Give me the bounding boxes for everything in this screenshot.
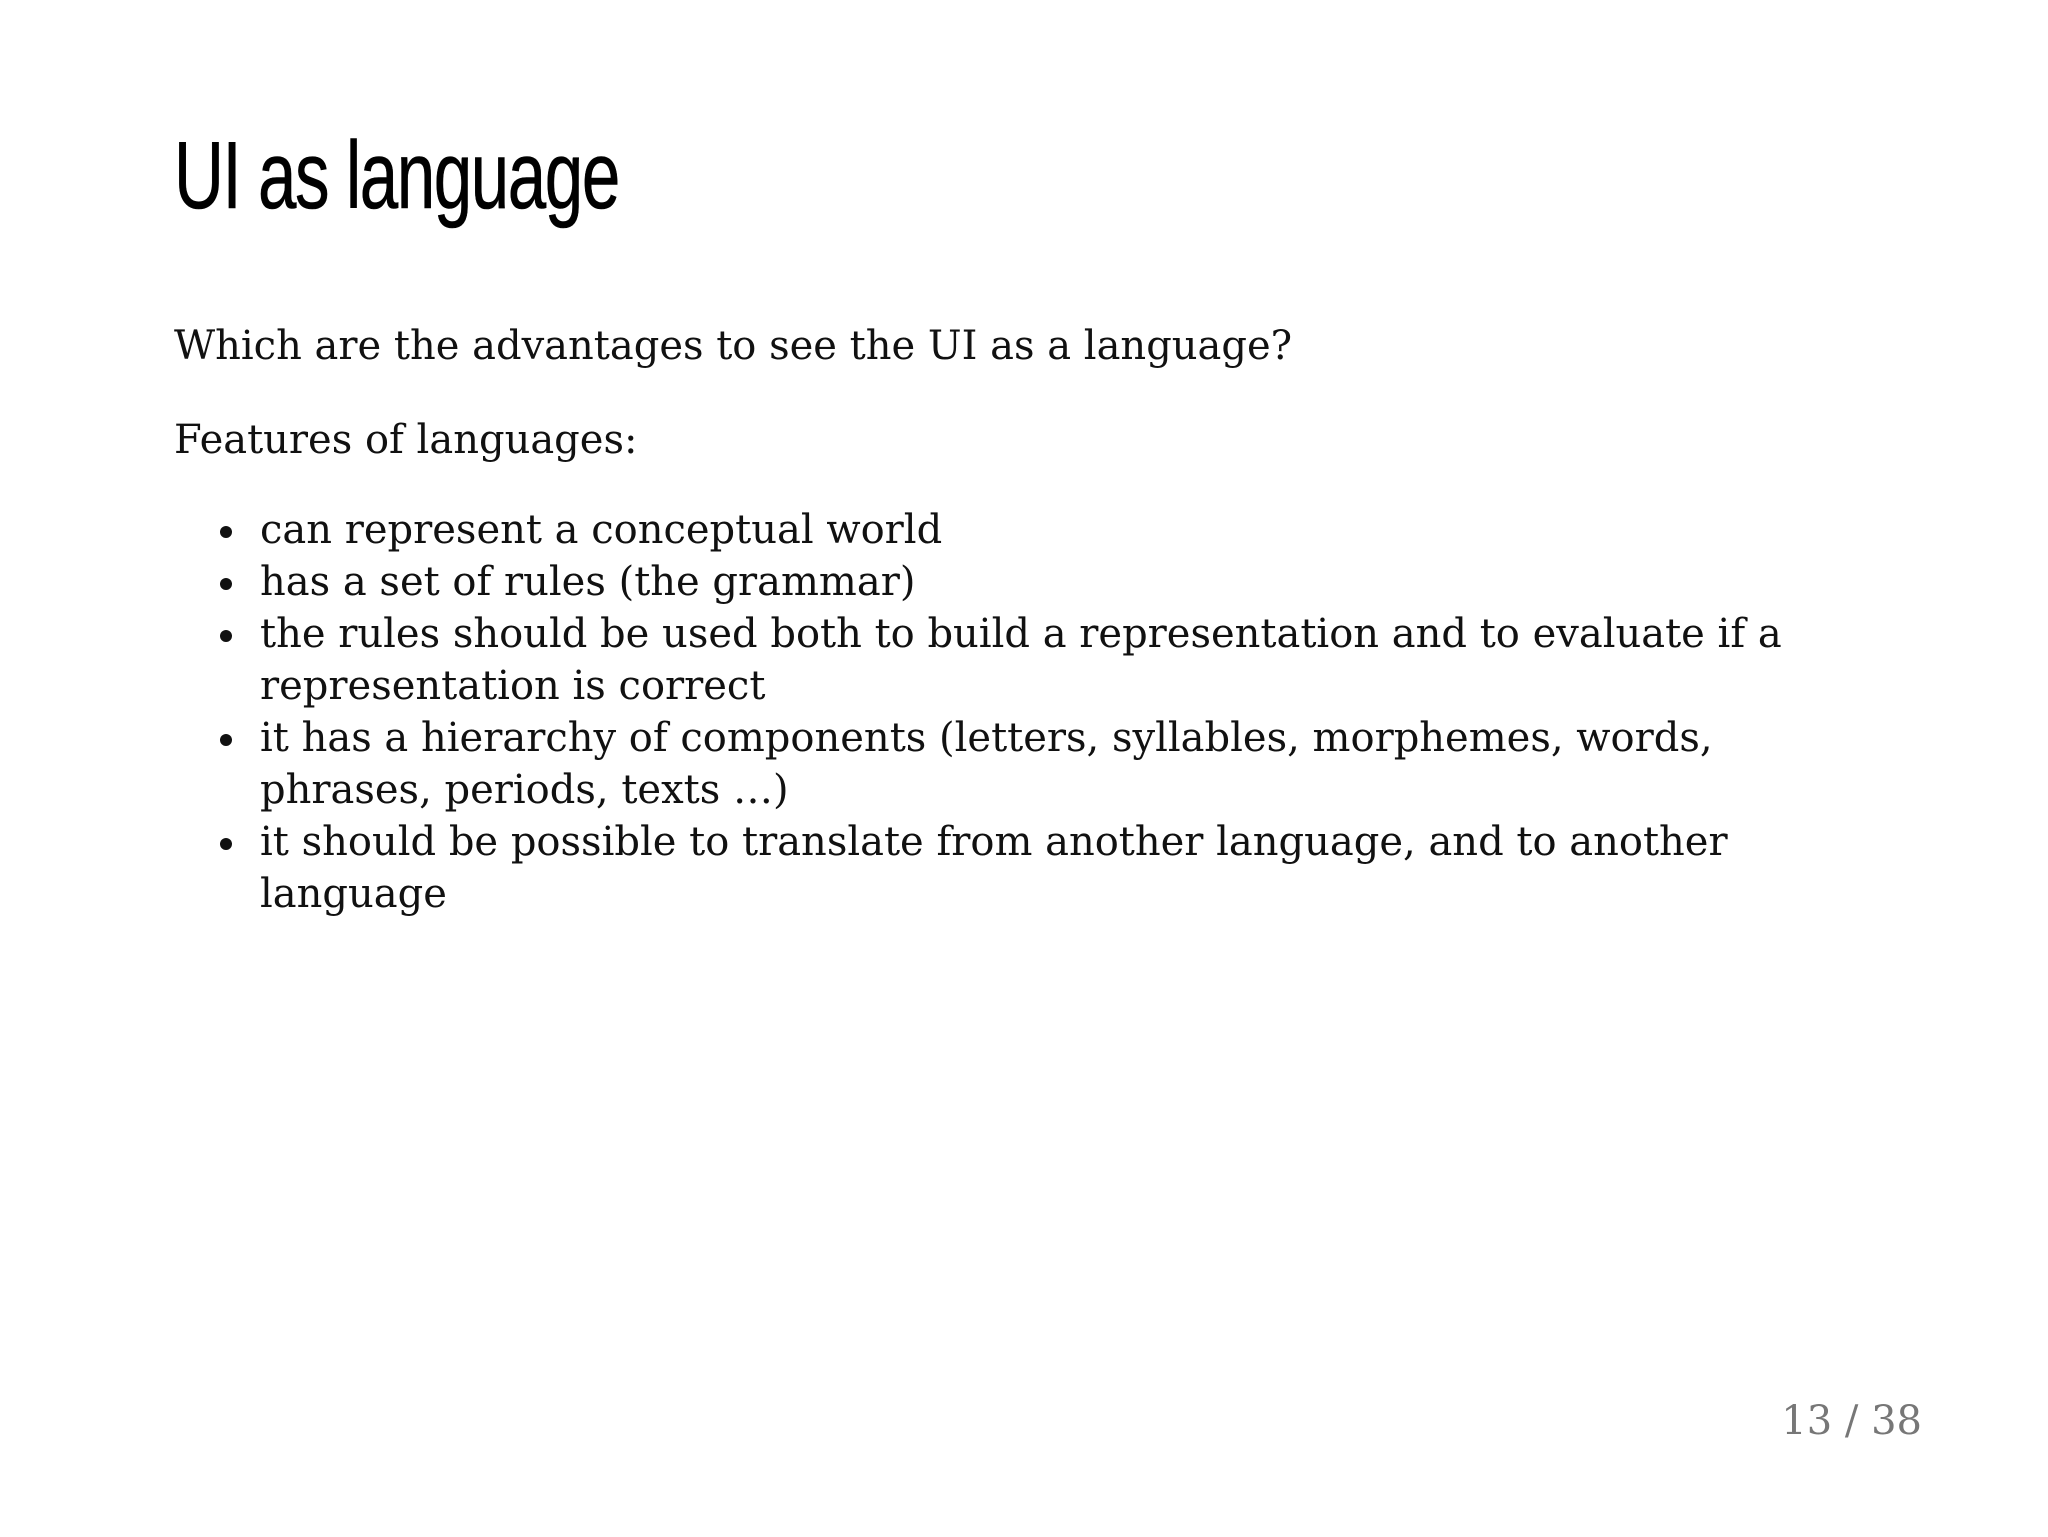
list-item-text: the rules should be used both to build a representation and to evaluate if a representation is correct bbox=[260, 611, 1782, 709]
slide-content bbox=[174, 318, 1814, 920]
page-number: 13 / 38 bbox=[1781, 1398, 1922, 1444]
features-label: Features of languages: bbox=[174, 417, 638, 463]
bullet-icon bbox=[220, 526, 232, 538]
bullet-icon bbox=[220, 630, 232, 642]
list-item bbox=[260, 816, 1814, 920]
list-item bbox=[260, 504, 1814, 556]
list-item-text: has a set of rules (the grammar) bbox=[260, 559, 916, 605]
bullet-icon bbox=[220, 838, 232, 850]
features-list bbox=[174, 504, 1814, 920]
list-item bbox=[260, 712, 1814, 816]
list-item bbox=[260, 608, 1814, 712]
list-item bbox=[260, 556, 1814, 608]
bullet-icon bbox=[220, 734, 232, 746]
list-item-text: it should be possible to translate from another language, and to another language bbox=[260, 819, 1728, 917]
list-item-text: it has a hierarchy of components (letters, syllables, morphemes, words, phrases, periods, texts …) bbox=[260, 715, 1713, 813]
question-text: Which are the advantages to see the UI as a language? bbox=[174, 323, 1293, 369]
bullet-icon bbox=[220, 578, 232, 590]
list-item-text: can represent a conceptual world bbox=[260, 507, 943, 553]
slide-title: UI as language bbox=[174, 122, 619, 229]
